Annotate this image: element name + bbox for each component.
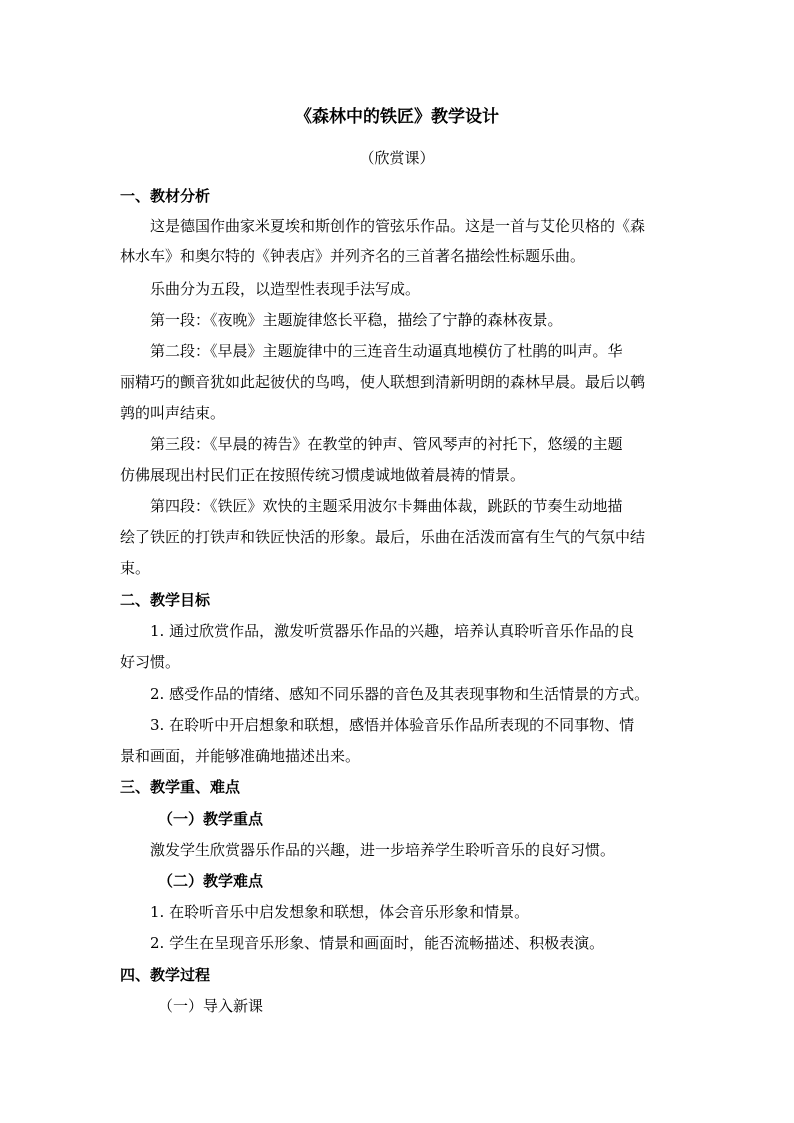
goal-line: 2. 感受作品的情绪、感知不同乐器的音色及其表现事物和生活情景的方式。	[150, 685, 650, 703]
paragraph-line: 激发学生欣赏器乐作品的兴趣，进一步培养学生聆听音乐的良好习惯。	[150, 841, 616, 859]
subsection-heading: （二）教学难点	[158, 872, 264, 890]
document-subtitle: （欣赏课）	[359, 149, 435, 167]
section-heading-1: 一、教材分析	[120, 187, 211, 205]
section-heading-2: 二、教学目标	[120, 591, 211, 609]
paragraph-line: 鹑的叫声结束。	[120, 404, 226, 422]
paragraph-line: 这是德国作曲家米夏埃和斯创作的管弦乐作品。这是一首与艾伦贝格的《森	[150, 217, 646, 235]
section-heading-3: 三、教学重、难点	[120, 778, 241, 796]
paragraph-line: 第三段：《早晨的祷告》在教堂的钟声、管风琴声的衬托下，悠缓的主题	[150, 435, 623, 453]
paragraph-line: 第二段：《早晨》主题旋律中的三连音生动逼真地模仿了杜鹃的叫声。华	[150, 342, 623, 360]
paragraph-line: 仿佛展现出村民们正在按照传统习惯虔诚地做着晨祷的情景。	[120, 466, 526, 484]
goal-line: 3. 在聆听中开启想象和联想，感悟并体验音乐作品所表现的不同事物、情	[150, 716, 635, 734]
section-heading-4: 四、教学过程	[120, 966, 211, 984]
document-title: 《森林中的铁匠》教学设计	[295, 107, 499, 127]
paragraph-line: 第一段：《夜晚》主题旋律悠长平稳，描绘了宁静的森林夜景。	[150, 311, 563, 329]
paragraph-line: 丽精巧的颤音犹如此起彼伏的鸟鸣，使人联想到清新明朗的森林早晨。最后以鹌	[120, 373, 646, 391]
goal-line: 好习惯。	[120, 653, 181, 671]
paragraph-line: 林水车》和奥尔特的《钟表店》并列齐名的三首著名描绘性标题乐曲。	[120, 247, 586, 265]
paragraph-line: 绘了铁匠的打铁声和铁匠快活的形象。最后，乐曲在活泼而富有生气的气氛中结	[120, 528, 646, 546]
subsection-heading: （一）导入新课	[158, 997, 264, 1015]
paragraph-line: 乐曲分为五段，以造型性表现手法写成。	[150, 280, 421, 298]
goal-line: 1. 通过欣赏作品，激发听赏器乐作品的兴趣，培养认真聆听音乐作品的良	[150, 622, 635, 640]
paragraph-line: 1. 在聆听音乐中启发想象和联想，体会音乐形象和情景。	[150, 903, 530, 921]
paragraph-line: 束。	[120, 559, 151, 577]
paragraph-line: 第四段：《铁匠》欢快的主题采用波尔卡舞曲体裁，跳跃的节奏生动地描	[150, 497, 623, 515]
paragraph-line: 2. 学生在呈现音乐形象、情景和画面时，能否流畅描述、积极表演。	[150, 934, 605, 952]
subsection-heading: （一）教学重点	[158, 810, 264, 828]
goal-line: 景和画面，并能够准确地描述出来。	[120, 747, 361, 765]
